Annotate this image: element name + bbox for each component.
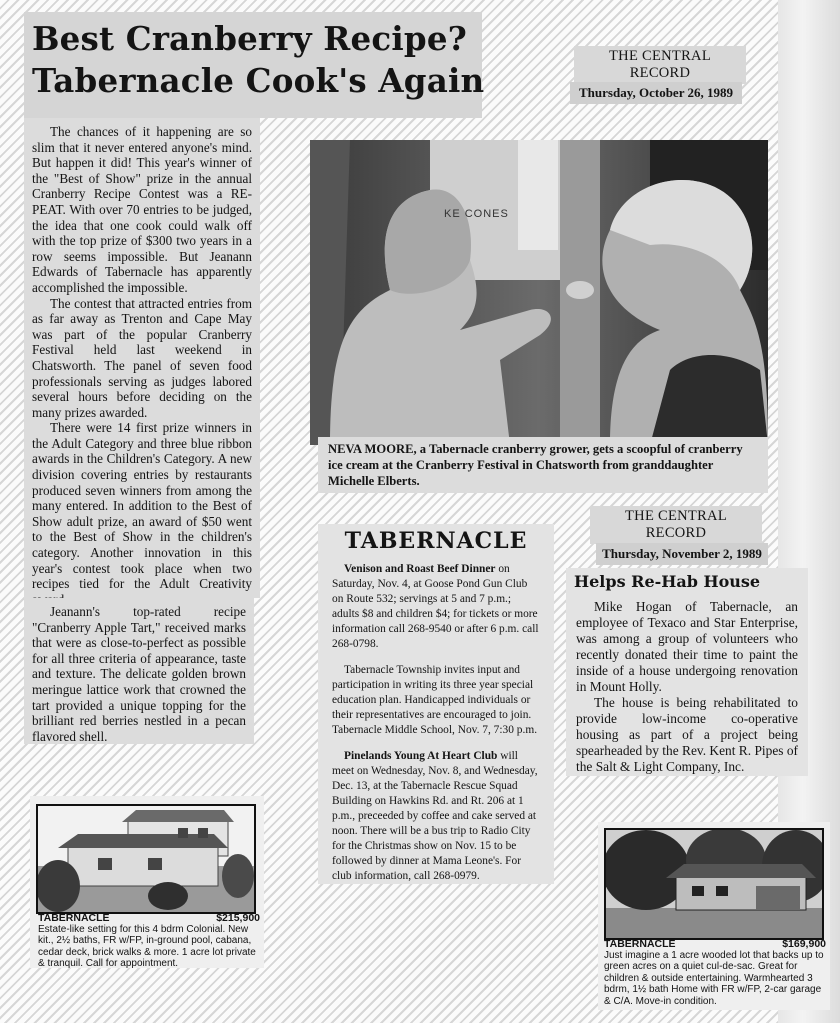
story-paragraph: The chances of it happening are so slim that it never entered anyone's mind. But happen it did! This year's winner of the "Best of Show" prize in the annual Cranberry Recipe Contest was a RE-PEAT. With over 70 entries to be judged, the idea that one cook could walk off with the top prize of $300 two years in a row seems impossible. But Jeanann Edwards of Tabernacle has apparently accomplished the impossible.	[32, 124, 252, 295]
real-estate-ad	[598, 822, 830, 1010]
story-paragraph: Jeanann's top-rated recipe "Cranberry Apple Tart," received marks that were as close-to-perfect as possible for all three criteria of appearance, taste and texture. The delicate golden brown meringue lattice work that crowned the tart provided a unique topping for the brilliant red berries nestled in a pecan flavored shell.	[32, 604, 246, 744]
event-text: will meet on Wednesday, Nov. 8, and Wednesday, Dec. 13, at the Tabernacle Rescue Squad Building on Hawkins Rd. and Rt. 206 at 1 p.m., preceeded by coffee and cake served at noon. There will be a bus trip to Radio City for the Christmas show on Nov. 15 to be followed by dinner at Mama Leone's. For club information, call 268-0979.	[332, 750, 538, 882]
headline-line-2: Tabernacle Cook's Again	[32, 61, 485, 100]
festival-photo	[310, 140, 768, 445]
rehab-paragraph: Mike Hogan of Tabernacle, an employee of Texaco and Star Enterprise, was among a group of volunteers who recently donated their time to paint the inside of a house undergoing renovation in Mount Holly.	[576, 599, 798, 694]
house-photo	[604, 828, 824, 940]
column-title: TABERNACLE	[344, 528, 528, 554]
newspaper-name-top: THE CENTRAL RECORD	[574, 46, 746, 84]
ad-price: $169,900	[782, 938, 826, 950]
ad-description: Estate-like setting for this 4 bdrm Colonial. New kit., 2½ baths, FR w/FP, in-ground pool, cabana, cedar deck, brick walks & more. 1 acre lot private & tranquil. Call for appointment.	[38, 924, 256, 970]
issue-date-top: Thursday, October 26, 1989	[570, 82, 742, 104]
tabernacle-column	[318, 524, 554, 884]
event-item	[332, 562, 540, 652]
photo-image	[310, 140, 768, 445]
rehab-article	[566, 568, 808, 776]
headline-line-1: Best Cranberry Recipe?	[32, 19, 467, 58]
rehab-title: Helps Re-Hab House	[574, 572, 761, 591]
ad-town: TABERNACLE	[604, 938, 676, 950]
photo-caption: NEVA MOORE, a Tabernacle cranberry grower, gets a scoopful of cranberry ice cream at the Cranberry Festival in Chatsworth from granddaughter Michelle Elberts.	[318, 437, 768, 493]
house-photo	[36, 804, 256, 914]
headline	[24, 12, 485, 118]
event-item	[332, 749, 540, 884]
ad-description: Just imagine a 1 acre wooded lot that backs up to green acres on a quiet cul-de-sac. Great for children & outside entertaining. Warmhearted 3 bdrm, 1½ bath Home with FR w/FP, 2-car garage & C/A. Move-in condition.	[604, 950, 824, 1007]
newspaper-name-bottom: THE CENTRAL RECORD	[590, 506, 762, 544]
ad-town: TABERNACLE	[38, 912, 110, 924]
story-column	[24, 118, 260, 598]
story-continued	[24, 598, 254, 744]
issue-date-bottom: Thursday, November 2, 1989	[596, 543, 768, 565]
story-paragraph: The contest that attracted entries from as far away as Trenton and Cape May was part of the popular Cranberry Festival held last weekend in Chatsworth. The panel of seven food professionals serving as judges labored several hours before deciding on the many prizes awarded.	[32, 295, 252, 420]
story-paragraph: There were 14 first prize winners in the Adult Category and three blue ribbon awards in the Children's Category. A new division covering entries by restaurants produced seven winners from among the many entered. In addition to the Best of Show adult prize, an award of $50 went to the Best of Show in the children's category. Another innovation in this year's contest took place when two recipes tied for the Adult Creativity	[32, 420, 252, 592]
ad-price: $215,900	[216, 912, 260, 924]
event-text: Tabernacle Township invites input and participation in writing its three year special education plan. Handicapped individuals or their representatives are encouraged to join. Tabernacle Middle School, Nov. 7, 7:30 p.m.	[332, 664, 538, 736]
event-lead: Pinelands Young At Heart Club	[344, 750, 498, 762]
event-lead: Venison and Roast Beef Dinner	[344, 563, 496, 575]
rehab-paragraph: The house is being rehabilitated to provide low-income co-operative housing as part of a project being spearheaded by the Rev. Kent R. Pipes of the Salt & Light Company, Inc.	[576, 695, 798, 774]
event-item	[332, 663, 540, 738]
photo-sign-text: KE CONES	[444, 208, 509, 220]
real-estate-ad	[30, 796, 264, 968]
event-text: on Saturday, Nov. 4, at Goose Pond Gun Club on Route 532; servings at 5 and 7 p.m.; adults $8 and children $4; for tickets or more information call 268-9540 or after 6 p.m. call 268-0798.	[332, 563, 539, 650]
